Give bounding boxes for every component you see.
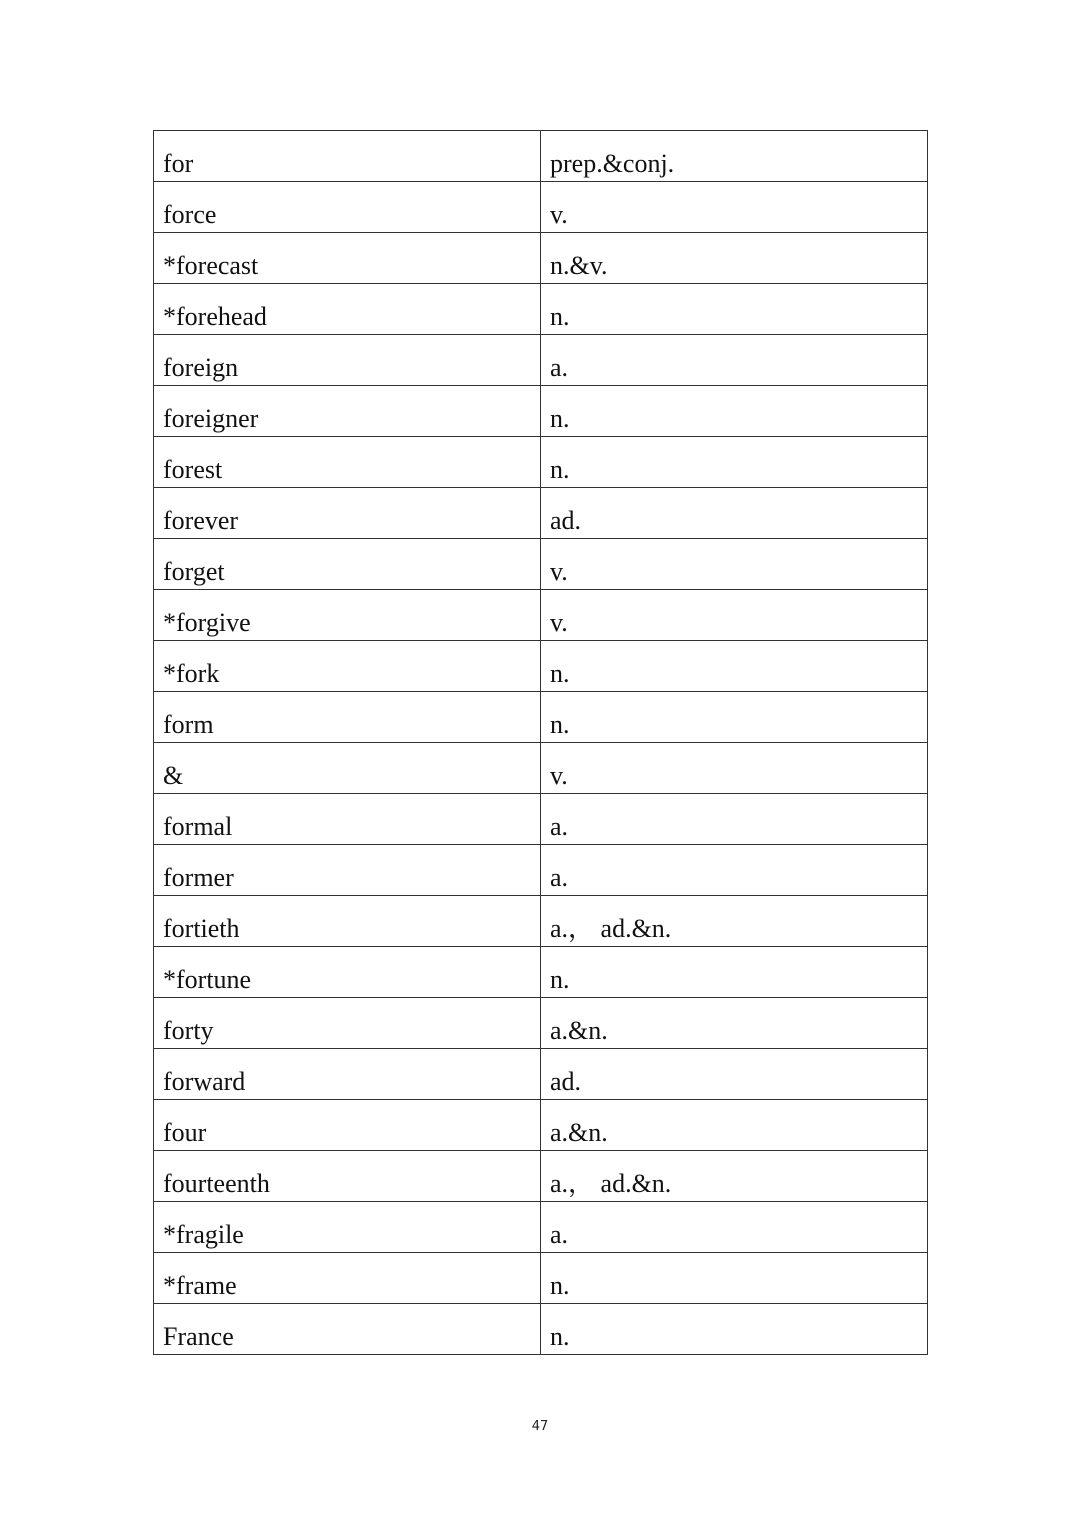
word-cell: *frame bbox=[154, 1253, 541, 1304]
part-of-speech-cell: n. bbox=[541, 1253, 928, 1304]
table-row bbox=[154, 182, 928, 233]
table-row bbox=[154, 233, 928, 284]
table-row bbox=[154, 284, 928, 335]
part-of-speech-cell: n. bbox=[541, 692, 928, 743]
page-number: 47 bbox=[531, 1419, 549, 1434]
part-of-speech-cell: n.&v. bbox=[541, 233, 928, 284]
table-row bbox=[154, 896, 928, 947]
table-row bbox=[154, 998, 928, 1049]
part-of-speech-cell: n. bbox=[541, 386, 928, 437]
table-row bbox=[154, 845, 928, 896]
word-cell: *forgive bbox=[154, 590, 541, 641]
word-cell: France bbox=[154, 1304, 541, 1355]
word-cell: four bbox=[154, 1100, 541, 1151]
part-of-speech-cell: n. bbox=[541, 284, 928, 335]
table-row bbox=[154, 692, 928, 743]
word-cell: *forecast bbox=[154, 233, 541, 284]
table-row bbox=[154, 1151, 928, 1202]
word-cell: foreigner bbox=[154, 386, 541, 437]
part-of-speech-cell: n. bbox=[541, 1304, 928, 1355]
part-of-speech-cell: n. bbox=[541, 641, 928, 692]
table-row bbox=[154, 1202, 928, 1253]
part-of-speech-cell: v. bbox=[541, 182, 928, 233]
word-cell: foreign bbox=[154, 335, 541, 386]
part-of-speech-cell: prep.&conj. bbox=[541, 131, 928, 182]
part-of-speech-cell: ad. bbox=[541, 1049, 928, 1100]
word-cell: form bbox=[154, 692, 541, 743]
word-cell: formal bbox=[154, 794, 541, 845]
vocabulary-table-body bbox=[154, 131, 928, 1355]
table-row bbox=[154, 131, 928, 182]
table-row bbox=[154, 335, 928, 386]
part-of-speech-cell: v. bbox=[541, 539, 928, 590]
part-of-speech-cell: a. bbox=[541, 1202, 928, 1253]
table-row bbox=[154, 1304, 928, 1355]
table-row bbox=[154, 1100, 928, 1151]
table-row bbox=[154, 743, 928, 794]
word-cell: forget bbox=[154, 539, 541, 590]
word-cell: forward bbox=[154, 1049, 541, 1100]
part-of-speech-cell: a.， ad.&n. bbox=[541, 896, 928, 947]
word-cell: fourteenth bbox=[154, 1151, 541, 1202]
word-cell: for bbox=[154, 131, 541, 182]
word-cell: forever bbox=[154, 488, 541, 539]
table-row bbox=[154, 437, 928, 488]
part-of-speech-cell: a.&n. bbox=[541, 1100, 928, 1151]
word-cell: force bbox=[154, 182, 541, 233]
part-of-speech-cell: v. bbox=[541, 590, 928, 641]
part-of-speech-cell: a. bbox=[541, 845, 928, 896]
table-row bbox=[154, 1253, 928, 1304]
table-row bbox=[154, 641, 928, 692]
word-cell: *fork bbox=[154, 641, 541, 692]
word-cell: & bbox=[154, 743, 541, 794]
part-of-speech-cell: a. bbox=[541, 794, 928, 845]
part-of-speech-cell: a. bbox=[541, 335, 928, 386]
part-of-speech-cell: n. bbox=[541, 437, 928, 488]
table-row bbox=[154, 947, 928, 998]
table-row bbox=[154, 794, 928, 845]
word-cell: forty bbox=[154, 998, 541, 1049]
table-row bbox=[154, 539, 928, 590]
word-cell: former bbox=[154, 845, 541, 896]
word-cell: forest bbox=[154, 437, 541, 488]
word-cell: *fragile bbox=[154, 1202, 541, 1253]
table-row bbox=[154, 488, 928, 539]
table-row bbox=[154, 386, 928, 437]
table-row bbox=[154, 590, 928, 641]
part-of-speech-cell: n. bbox=[541, 947, 928, 998]
table-row bbox=[154, 1049, 928, 1100]
word-cell: *fortune bbox=[154, 947, 541, 998]
part-of-speech-cell: ad. bbox=[541, 488, 928, 539]
part-of-speech-cell: a.&n. bbox=[541, 998, 928, 1049]
word-cell: fortieth bbox=[154, 896, 541, 947]
word-cell: *forehead bbox=[154, 284, 541, 335]
part-of-speech-cell: a.， ad.&n. bbox=[541, 1151, 928, 1202]
vocabulary-table bbox=[153, 130, 928, 1355]
part-of-speech-cell: v. bbox=[541, 743, 928, 794]
